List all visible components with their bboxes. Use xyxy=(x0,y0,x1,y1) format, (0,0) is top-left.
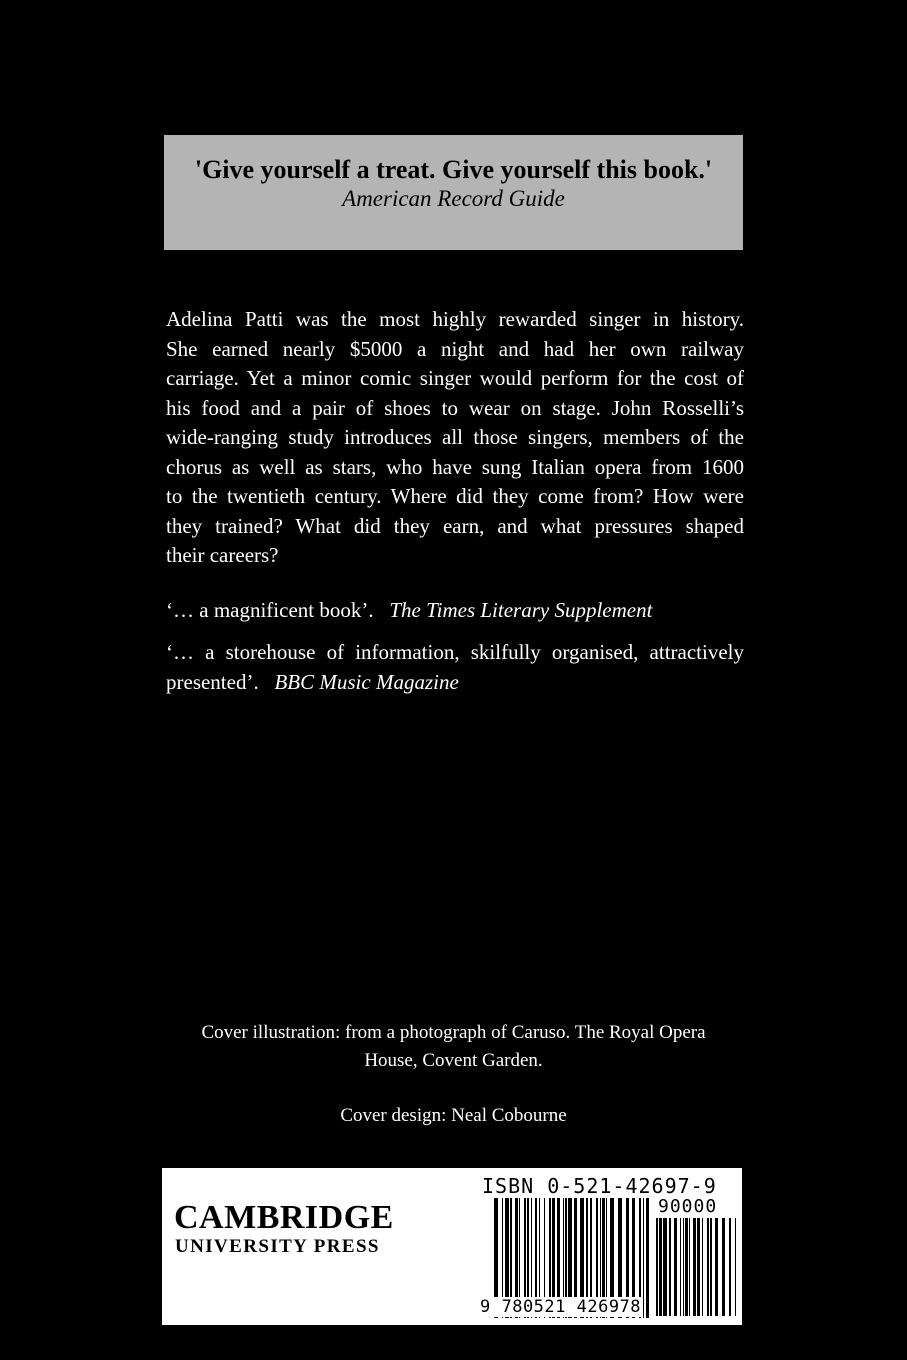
barcode-bar xyxy=(646,1198,649,1318)
barcode-bar xyxy=(674,1218,677,1316)
barcode-bar xyxy=(702,1218,703,1316)
blurb-line: his food and a pair of shoes to wear on stage. John Rosselli’s xyxy=(166,395,744,420)
blurb-line: wide-ranging study introduces all those singers, members of the xyxy=(166,425,744,449)
cover-design-credit: Cover design: Neal Cobourne xyxy=(340,1105,567,1126)
barcode-bar xyxy=(735,1218,736,1316)
publisher-subtitle: UNIVERSITY PRESS xyxy=(175,1236,380,1257)
barcode-bar xyxy=(685,1218,688,1316)
barcode-bar xyxy=(643,1198,644,1318)
credit-line: House, Covent Garden. xyxy=(364,1050,543,1071)
blurb-line: to the twentieth century. Where did they come from? How were xyxy=(166,484,744,508)
barcode-bar xyxy=(669,1218,671,1316)
barcode-bar xyxy=(693,1218,696,1316)
blurb-line: Adelina Patti was the most highly rewarded singer in history. xyxy=(166,307,744,331)
barcode-bar xyxy=(707,1218,709,1316)
isbn-label: ISBN 0-521-42697-9 xyxy=(482,1174,717,1198)
barcode-bar xyxy=(683,1218,684,1316)
barcode-bar xyxy=(689,1218,690,1316)
review-bbc xyxy=(166,638,744,697)
cover-illustration-credit xyxy=(164,1019,743,1075)
barcode-bar xyxy=(656,1218,658,1316)
review-publication: The Times Literary Supplement xyxy=(389,598,653,622)
barcode-bar xyxy=(663,1218,667,1316)
barcode-number: 9 780521 426978 xyxy=(480,1297,642,1317)
barcode-bar xyxy=(710,1218,712,1316)
blurb-line: their careers? xyxy=(166,543,279,567)
barcode-bar xyxy=(715,1218,718,1316)
blurb-line: She earned nearly $5000 a night and had her own railway xyxy=(166,336,744,361)
review-tls xyxy=(166,596,744,626)
review-text: presented’. xyxy=(166,669,259,694)
barcode-bar xyxy=(659,1218,662,1316)
quote-box xyxy=(164,135,743,250)
publisher-name: CAMBRIDGE xyxy=(174,1199,394,1236)
barcode-bar xyxy=(729,1218,731,1316)
publisher-barcode-panel xyxy=(162,1168,742,1325)
credit-line: Cover illustration: from a photograph of Caruso. The Royal Opera xyxy=(201,1022,706,1043)
blurb-paragraph xyxy=(166,305,744,571)
blurb-line: chorus as well as stars, who have sung Italian opera from 1600 xyxy=(166,454,744,479)
blurb-line: they trained? What did they earn, and what pressures shaped xyxy=(166,513,744,538)
barcode-bar xyxy=(680,1218,681,1316)
barcode-bar xyxy=(722,1218,725,1316)
review-text: ‘… a storehouse of information, skilfully organised, attractively xyxy=(166,640,744,664)
blurb-line: carriage. Yet a minor comic singer would perform for the cost of xyxy=(166,366,744,390)
addon-number: 90000 xyxy=(658,1196,718,1217)
quote-source: American Record Guide xyxy=(342,186,565,211)
barcode-bar xyxy=(697,1218,700,1316)
addon-barcode-image xyxy=(656,1218,736,1316)
review-text: ‘… a magnificent book’. xyxy=(166,598,374,622)
quote-text: 'Give yourself a treat. Give yourself this book.' xyxy=(194,155,713,184)
review-publication: BBC Music Magazine xyxy=(274,669,459,694)
